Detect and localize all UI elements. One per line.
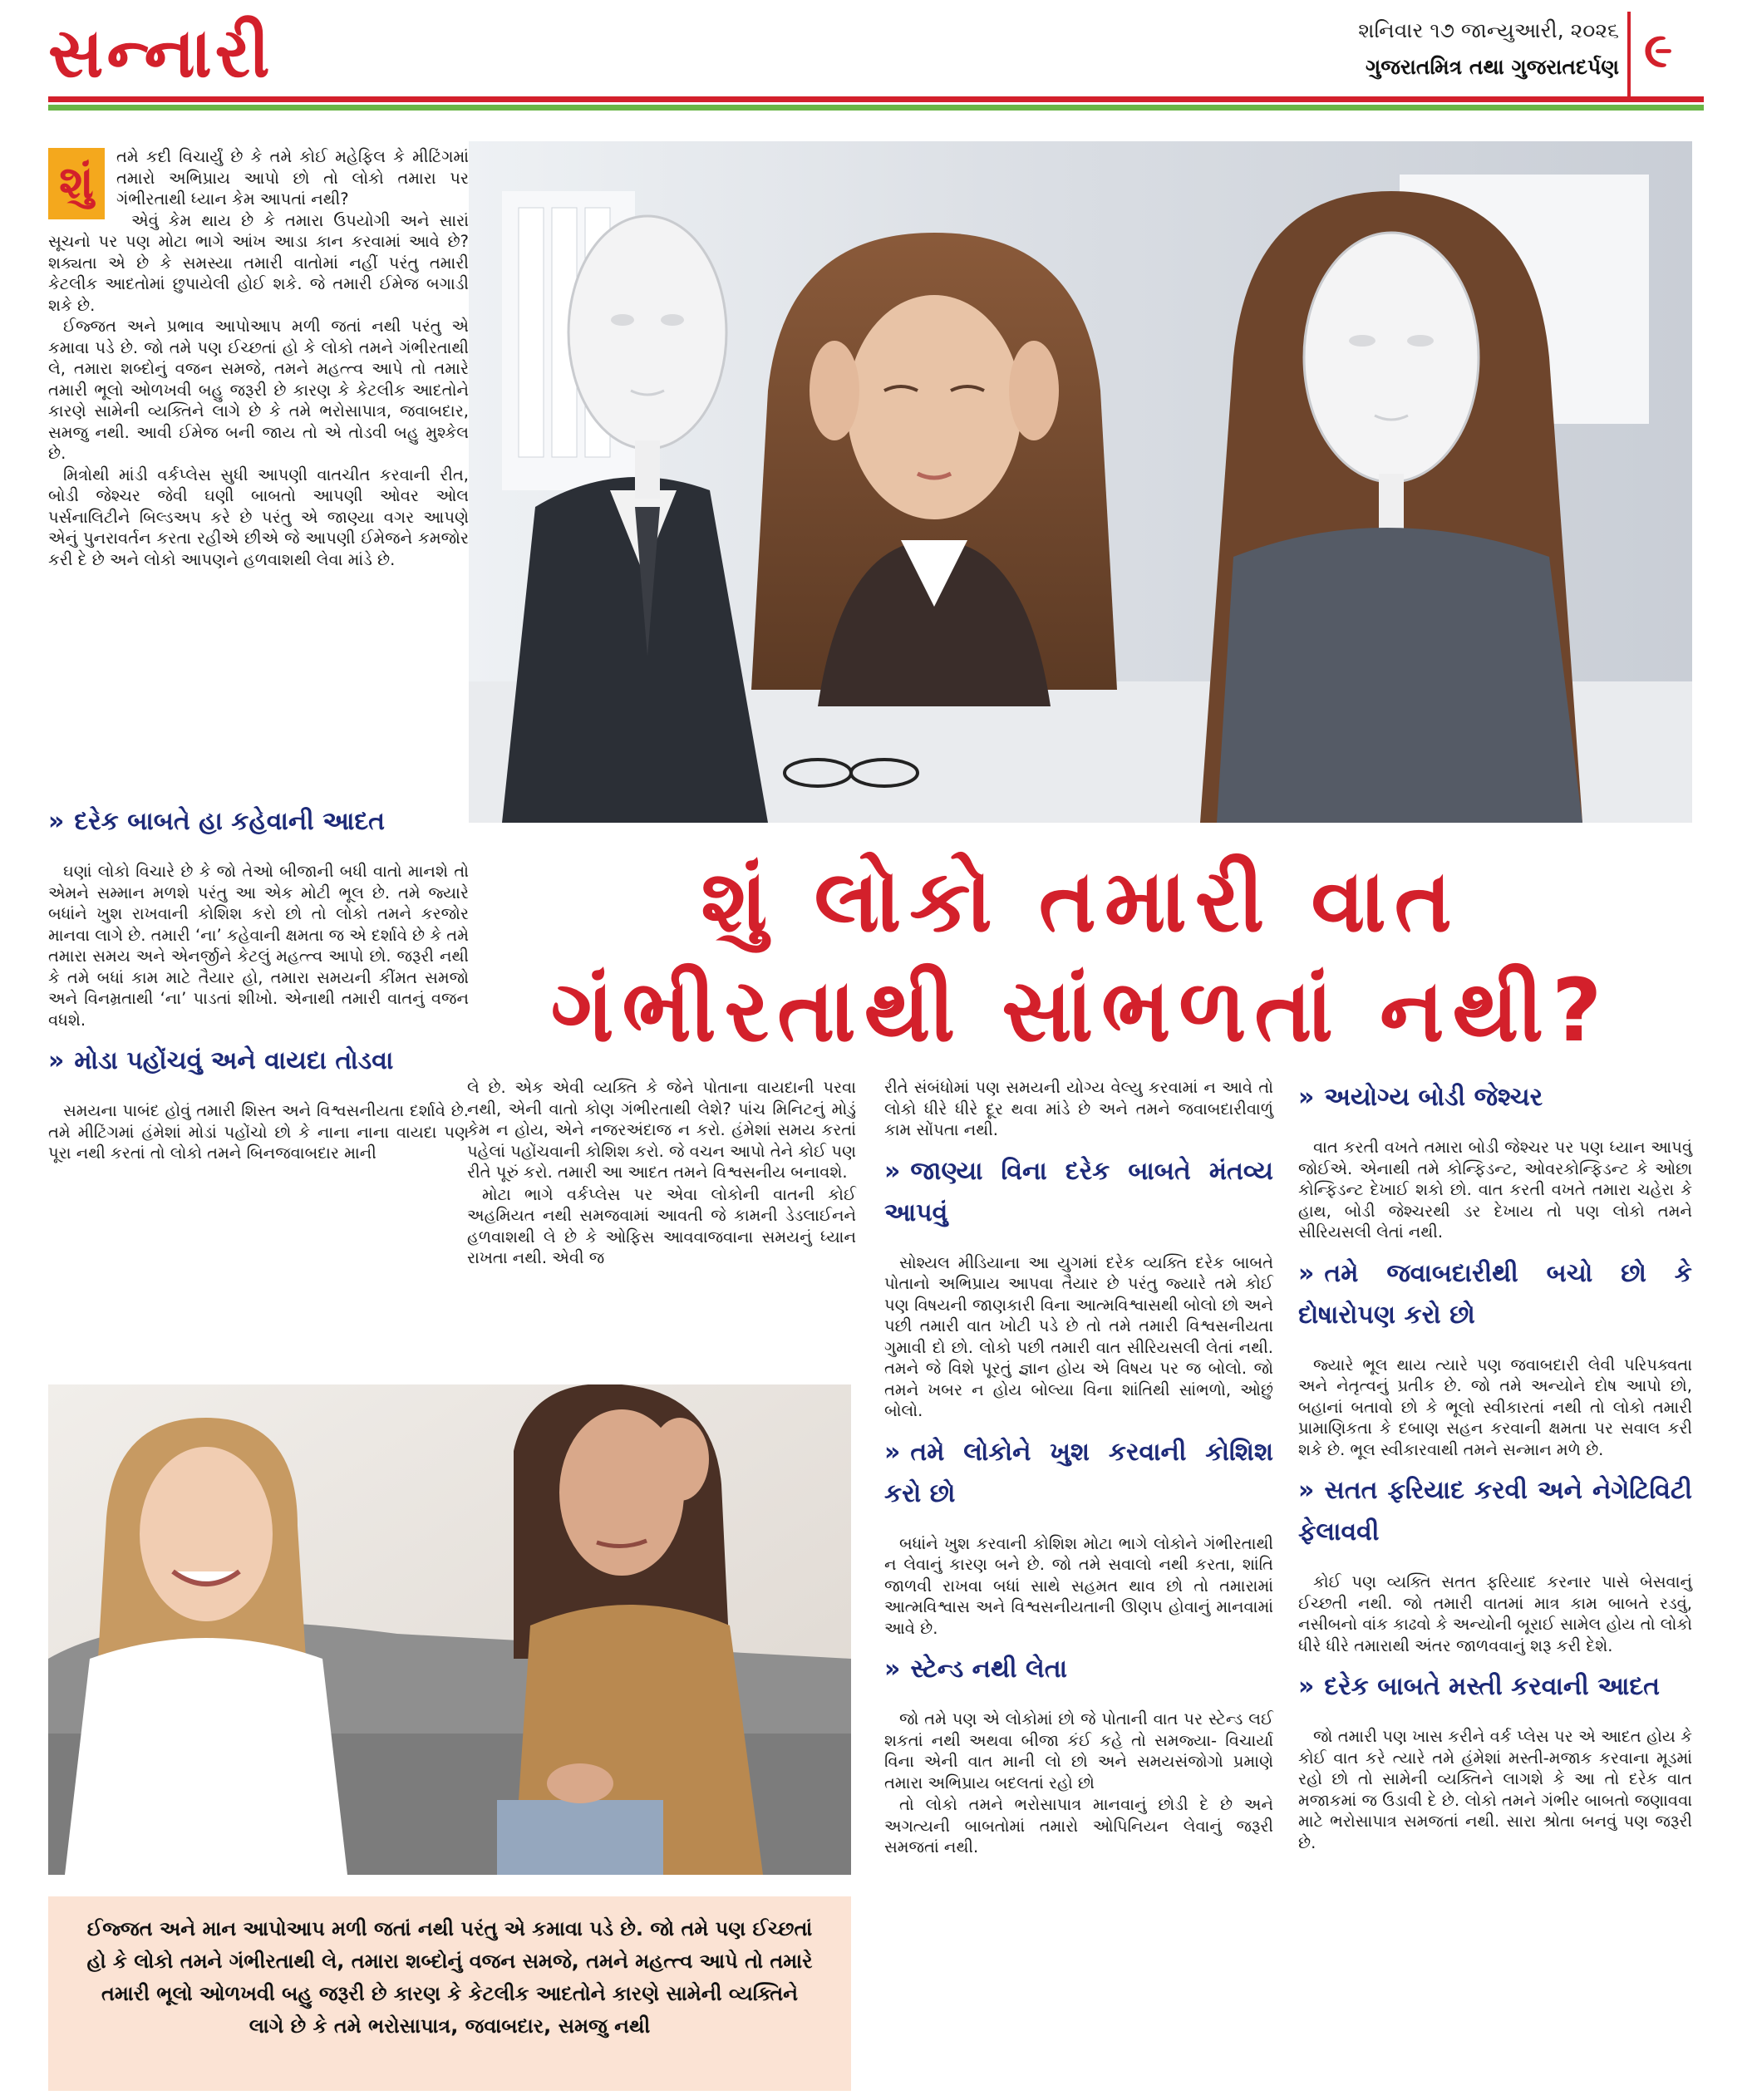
chevron-icon: » <box>884 1156 901 1186</box>
column-2 <box>467 1077 856 1270</box>
column-3 <box>884 1077 1273 1859</box>
body-paragraph: મોટા ભાગે વર્કપ્લેસ પર એવા લોકોની વાતની કોઈ અહમિયત નથી સમજવામાં આવતી જે કામની ડેડલાઈનને હળવાશથી લે છે કે ઓફિસ આવવાજવાના સમયનું ધ્યાન રાખતા નથી. એવી જ <box>467 1184 856 1267</box>
body-paragraph: ઘણાં લોકો વિચારે છે કે જો તેઓ બીજાની બધી વાતો માનશે તો એમને સમ્માન મળશે પરંતુ આ એક મોટી ભૂલ છે. તમે જ્યારે બધાંને ખુશ રાખવાની કોશિશ કરો છો તો લોકો તમને કરજોર માનવા લાગે છે. તમારી ‘ના’ કહેવાની ક્ષમતા જ એ દર્શાવે છે કે તમે તમારા સમય અને એનર્જીને કેટલું મહત્ત્વ આપો છો. જરૂરી નથી કે તમે બધાં કામ માટે તૈયાર હો, તમારા સમયની કીંમત સમજો અને વિનમ્રતાથી ‘ના’ પાડતાં શીખો. એનાથી તમારી વાતનું વજન વધશે. <box>48 862 469 1030</box>
newspaper-name: ગુજરાતમિત્ર તથા ગુજરાતદર્પણ <box>1365 55 1619 79</box>
subhead-blame: » તમે જવાબદારીથી બચો છો કે દોષારોપણ કરો છો <box>1298 1258 1692 1330</box>
intro-paragraph: ઈજ્જત અને પ્રભાવ આપોઆપ મળી જતાં નથી પરંતુ એ કમાવા પડે છે. જો તમે પણ ઈચ્છતાં હો કે લોકો તમને ગંભીરતાથી લે, તમારા શબ્દોનું વજન સમજે, તમને મહત્ત્વ આપે તો તમારે તમારી ભૂલો ઓળખવી બહુ જરૂરી છે કારણ કે કેટલીક આદતોને કારણે સામેની વ્યક્તિને લાગે છે કે તમે ભરોસાપાત્ર, જવાબદાર, સમજુ નથી. આવી ઈમેજ બની જાય તો એ તોડવી બહુ મુશ્કેલ છે. <box>48 317 469 463</box>
article-headline <box>469 846 1692 1065</box>
masthead-rule-green <box>48 105 1704 111</box>
subhead-please-everyone: » તમે લોકોને ખુશ કરવાની કોશિશ કરો છો <box>884 1437 1273 1508</box>
subhead-opinion: » જાણ્યા વિના દરેક બાબતે મંતવ્ય આપવું <box>884 1156 1273 1227</box>
body-paragraph: લે છે. એક એવી વ્યક્તિ કે જેને પોતાના વાયદાની પરવા નથી, એની વાતો કોણ ગંભીરતાથી લેશે? પાંચ મિનિટનું મોડું કેમ ન હોય, એને નજરઅંદાજ ન કરો. હંમેશાં સમય કરતાં પહેલાં પહોંચવાની કોશિશ કરો. જે વચન આપો તેને કોઈ પણ રીતે પૂરું કરો. તમારી આ આદત તમને વિશ્વસનીય બનાવશે. <box>467 1078 856 1182</box>
two-women-illustration <box>48 1384 851 1875</box>
intro-block <box>48 146 469 570</box>
subhead-yes-habit: » દરેક બાબતે હા કહેવાની આદત <box>48 807 386 836</box>
subhead-complaining: » સતત ફરિયાદ કરવી અને નેગેટિવિટી ફેલાવવી <box>1298 1476 1692 1547</box>
section-logo: સન્નારી <box>48 13 273 93</box>
pull-quote-box <box>48 1896 851 2091</box>
chevron-icon: » <box>1298 1083 1315 1112</box>
body-paragraph: તો લોકો તમને ભરોસાપાત્ર માનવાનું છોડી દે છે અને અગત્યની બાબતોમાં તમારો ઓપિનિયન લેવાનું જરૂરી સમજતાં નથી. <box>884 1795 1273 1857</box>
subhead-joking: » દરેક બાબતે મસ્તી કરવાની આદત <box>1298 1672 1661 1701</box>
body-paragraph: સમયના પાબંદ હોવું તમારી શિસ્ત અને વિશ્વસનીયતા દર્શાવે છે. તમે મીટિંગમાં હંમેશાં મોડાં પહોંચો છો કે નાના નાના વાયદા પણ પૂરા નથી કરતાં તો લોકો તમને બિનજવાબદાર માની <box>48 1101 469 1163</box>
headline-line-2: ગંભીરતાથી સાંભળતાં નથી? <box>550 960 1611 1061</box>
chevron-icon: » <box>884 1437 901 1467</box>
chevron-icon: » <box>884 1655 901 1684</box>
masthead-rule-red <box>48 96 1704 102</box>
column-1 <box>48 791 469 1165</box>
body-paragraph: રીતે સંબંધોમાં પણ સમયની યોગ્ય વેલ્યુ કરવામાં ન આવે તો લોકો ધીરે ધીરે દૂર થવા માંડે છે અને તમને જવાબદારીવાળું કામ સોંપતા નથી. <box>884 1078 1273 1139</box>
intro-paragraph: તમે કદી વિચાર્યું છે કે તમે કોઈ મહેફિલ કે મીટિંગમાં તમારો અભિપ્રાય આપો છો તો લોકો તમારા પર ગંભીરતાથી ધ્યાન કેમ આપતાં નથી? <box>116 147 469 209</box>
office-masks-photo <box>469 141 1692 823</box>
body-paragraph: કોઈ પણ વ્યક્તિ સતત ફરિયાદ કરનાર પાસે બેસવાનું ઈચ્છતી નથી. જો તમારી વાતમાં માત્ર કામ બાબતે રડવું, નસીબનો વાંક કાઢવો કે અન્યોની બૂરાઈ સામેલ હોય તો લોકો ધીરે ધીરે તમારાથી અંતર જાળવવાનું શરૂ કરી દેશે. <box>1298 1572 1692 1655</box>
subhead-body-gesture: » અયોગ્ય બોડી જેશ્ચર <box>1298 1083 1543 1112</box>
dropcap: શું <box>48 148 105 219</box>
two-women-photo <box>48 1384 851 1875</box>
body-paragraph: બધાંને ખુશ કરવાની કોશિશ મોટા ભાગે લોકોને ગંભીરતાથી ન લેવાનું કારણ બને છે. જો તમે સવાલો નથી કરતા, શાંતિ જાળવી રાખવા બધાં સાથે સહમત થાવ છો તો તમારામાં આત્મવિશ્વાસ અને વિશ્વસનીયતાની ઊણપ હોવાનું માનવામાં આવે છે. <box>884 1533 1273 1638</box>
intro-paragraph: એવું કેમ થાય છે કે તમારા ઉપયોગી અને સારાં સૂચનો પર પણ મોટા ભાગે આંખ આડા કાન કરવામાં આવે છે? શક્યતા એ છે કે સમસ્યા તમારી વાતોમાં નહીં પરંતુ તમારી કેટલીક આદતોમાં છુપાયેલી હોઈ શકે. જે તમારી ઈમેજ બગાડી શકે છે. <box>48 210 469 315</box>
subhead-no-stand: » સ્ટેન્ડ નથી લેતા <box>884 1655 1067 1684</box>
chevron-icon: » <box>1298 1258 1315 1288</box>
chevron-icon: » <box>48 807 65 836</box>
subhead-late-promises: » મોડા પહોંચવું અને વાયદા તોડવા <box>48 1046 394 1075</box>
headline-line-1: શું લોકો તમારી વાત <box>701 850 1460 952</box>
body-paragraph: જો તમે પણ એ લોકોમાં છો જે પોતાની વાત પર સ્ટેન્ડ લઈ શકતાં નથી અથવા બીજા કંઈ કહે તો સમજ્યા- વિચાર્યા વિના એની વાત માની લો છો અને સમયસંજોગો પ્રમાણે તમારા અભિપ્રાય બદલતાં રહો છો <box>884 1709 1273 1793</box>
page-number: ૯ <box>1644 22 1673 78</box>
chevron-icon: » <box>1298 1476 1315 1505</box>
masthead-divider <box>1627 12 1631 96</box>
body-paragraph: જ્યારે ભૂલ થાય ત્યારે પણ જવાબદારી લેવી પરિપક્વતા અને નેતૃત્વનું પ્રતીક છે. જો તમે અન્યોને દોષ આપો છો, બહાનાં બતાવો છો કે ભૂલો સ્વીકારતાં નથી તો લોકો તમારી પ્રામાણિકતા કે દબાણ સહન કરવાની ક્ષમતા પર સવાલ કરી શકે છે. ભૂલ સ્વીકારવાથી તમને સન્માન મળે છે. <box>1298 1355 1692 1459</box>
body-paragraph: સોશ્યલ મીડિયાના આ યુગમાં દરેક વ્યક્તિ દરેક બાબતે પોતાનો અભિપ્રાય આપવા તૈયાર છે પરંતુ જ્યારે તમે કોઈ પણ વિષયની જાણકારી વિના આત્મવિશ્વાસથી બોલો છો અને પછી તમારી વાત ખોટી પડે છે તો તમે તમારી વિશ્વસનીયતા ગુમાવી દો છો. લોકો પછી તમારી વાત સીરિયસલી લેતાં નથી. તમને જે વિશે પૂરતું જ્ઞાન હોય એ વિષય પર જ બોલો. જો તમને ખબર ન હોય બોલ્યા વિના શાંતિથી સાંભળો, ઓછું બોલો. <box>884 1252 1273 1420</box>
issue-date: શનિવાર ૧૭ જાન્યુઆરી, ૨૦૨૬ <box>1358 18 1619 42</box>
column-4 <box>1298 1077 1692 1854</box>
body-paragraph: જો તમારી પણ ખાસ કરીને વર્ક પ્લેસ પર એ આદત હોય કે કોઈ વાત કરે ત્યારે તમે હંમેશાં મસ્તી-મજાક કરવાના મૂડમાં રહો છો તો સામેની વ્યક્તિને લાગશે કે આ તો દરેક વાત મજાકમાં જ ઉડાવી દે છે. લોકો તમને ગંભીર બાબતો જણાવવા માટે ભરોસાપાત્ર સમજતાં નથી. સારા શ્રોતા બનવું પણ જરૂરી છે. <box>1298 1727 1692 1852</box>
pull-quote-text: ઈજ્જત અને માન આપોઆપ મળી જતાં નથી પરંતુ એ કમાવા પડે છે. જો તમે પણ ઈચ્છતાં હો કે લોકો તમને ગંભીરતાથી લે, તમારા શબ્દોનું વજન સમજે, તમને મહત્ત્વ આપે તો તમારે તમારી ભૂલો ઓળખવી બહુ જરૂરી છે કારણ કે કેટલીક આદતોને કારણે સામેની વ્યક્તિને લાગે છે કે તમે ભરોસાપાત્ર, જવાબદાર, સમજુ નથી <box>86 1917 813 2038</box>
chevron-icon: » <box>1298 1672 1315 1701</box>
intro-paragraph: મિત્રોથી માંડી વર્કપ્લેસ સુધી આપણી વાતચીત કરવાની રીત, બોડી જેશ્ચર જેવી ઘણી બાબતો આપણી ઓવર ઓલ પર્સનાલિટીને બિલ્ડઅપ કરે છે પરંતુ એ જાણ્યા વગર આપણે એનું પુનરાવર્તન કરતા રહીએ છીએ જે આપણી ઈમેજને કમજોર કરી દે છે અને લોકો આપણને હળવાશથી લેવા માંડે છે. <box>48 465 469 569</box>
masthead <box>0 0 1752 106</box>
body-paragraph: વાત કરતી વખતે તમારા બોડી જેશ્ચર પર પણ ધ્યાન આપવું જોઈએ. એનાથી તમે કોન્ફિડન્ટ, ઓવરકોન્ફિડન્ટ કે ઓછા કોન્ફિડન્ટ દેખાઈ શકો છો. વાત કરતી વખતે તમારા ચહેરા કે હાથ, બોડી જેશ્ચરથી ડર દેખાય તો પણ લોકો તમને સીરિયસલી લેતાં નથી. <box>1298 1138 1692 1242</box>
chevron-icon: » <box>48 1046 65 1075</box>
office-masks-illustration <box>469 141 1692 823</box>
